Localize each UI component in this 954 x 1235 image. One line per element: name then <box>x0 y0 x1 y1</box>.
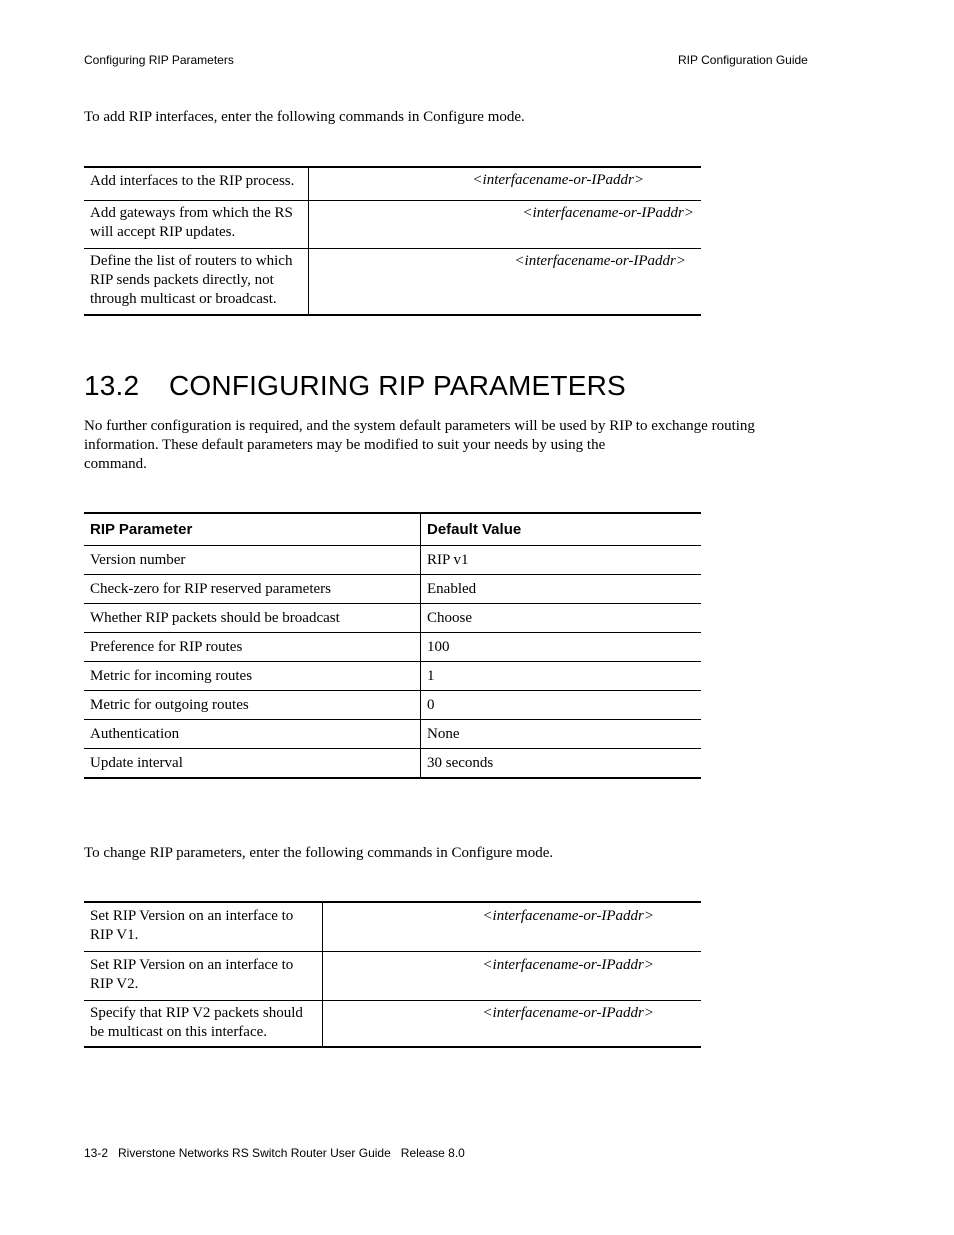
command-argument: <interfacename-or-IPaddr> <box>309 167 702 201</box>
body-line: No further configuration is required, and the system default parameters will be used by RIP to exchange routing <box>84 418 755 434</box>
section-title: CONFIGURING RIP PARAMETERS <box>169 370 626 401</box>
parameter-name: Whether RIP packets should be broadcast <box>84 604 421 633</box>
command-description: Set RIP Version on an interface to RIP V1. <box>84 902 323 952</box>
section-heading <box>84 368 626 404</box>
table-row <box>84 575 701 604</box>
running-header-left: Configuring RIP Parameters <box>84 53 234 67</box>
parameter-default: Enabled <box>421 575 702 604</box>
parameter-name: Authentication <box>84 720 421 749</box>
table-row <box>84 691 701 720</box>
command-description: Add gateways from which the RS will accept RIP updates. <box>84 201 309 249</box>
section-number: 13.2 <box>84 370 140 401</box>
section-body-text <box>84 417 755 474</box>
intro-add-text: To add RIP interfaces, enter the following commands in Configure mode. <box>84 109 525 125</box>
table-header-row <box>84 513 701 546</box>
table-row <box>84 952 701 1001</box>
change-parameters-table <box>84 901 701 1048</box>
command-argument: <interfacename-or-IPaddr> <box>309 201 702 249</box>
column-header: Default Value <box>421 513 702 546</box>
parameter-default: None <box>421 720 702 749</box>
add-interfaces-table <box>84 166 701 316</box>
command-description: Set RIP Version on an interface to RIP V2. <box>84 952 323 1001</box>
body-line: command. <box>84 456 147 472</box>
parameter-name: Update interval <box>84 749 421 779</box>
command-description: Define the list of routers to which RIP sends packets directly, not through multicast or broadcast. <box>84 249 309 316</box>
parameter-default: 30 seconds <box>421 749 702 779</box>
table-row <box>84 662 701 691</box>
table-row <box>84 167 701 201</box>
parameter-name: Metric for incoming routes <box>84 662 421 691</box>
parameter-name: Metric for outgoing routes <box>84 691 421 720</box>
rip-defaults-table <box>84 512 701 779</box>
column-header: RIP Parameter <box>84 513 421 546</box>
table-row <box>84 249 701 316</box>
table-row <box>84 749 701 779</box>
table-row <box>84 201 701 249</box>
intro-change-text: To change RIP parameters, enter the following commands in Configure mode. <box>84 845 554 861</box>
parameter-default: 1 <box>421 662 702 691</box>
parameter-default: Choose <box>421 604 702 633</box>
command-argument: <interfacename-or-IPaddr> <box>323 902 702 952</box>
body-line: information. These default parameters may be modified to suit your needs by using the <box>84 437 606 453</box>
command-argument: <interfacename-or-IPaddr> <box>309 249 702 316</box>
table-row <box>84 604 701 633</box>
table-row <box>84 720 701 749</box>
parameter-name: Check-zero for RIP reserved parameters <box>84 575 421 604</box>
table-row <box>84 633 701 662</box>
parameter-default: RIP v1 <box>421 546 702 575</box>
running-header-right: RIP Configuration Guide <box>678 53 808 67</box>
parameter-name: Version number <box>84 546 421 575</box>
table-row <box>84 546 701 575</box>
table-row <box>84 1001 701 1048</box>
parameter-name: Preference for RIP routes <box>84 633 421 662</box>
command-argument: <interfacename-or-IPaddr> <box>323 1001 702 1048</box>
command-description: Add interfaces to the RIP process. <box>84 167 309 201</box>
parameter-default: 100 <box>421 633 702 662</box>
command-description: Specify that RIP V2 packets should be multicast on this interface. <box>84 1001 323 1048</box>
page-footer: 13-2 Riverstone Networks RS Switch Router User Guide Release 8.0 <box>84 1146 465 1160</box>
table-row <box>84 902 701 952</box>
command-argument: <interfacename-or-IPaddr> <box>323 952 702 1001</box>
parameter-default: 0 <box>421 691 702 720</box>
